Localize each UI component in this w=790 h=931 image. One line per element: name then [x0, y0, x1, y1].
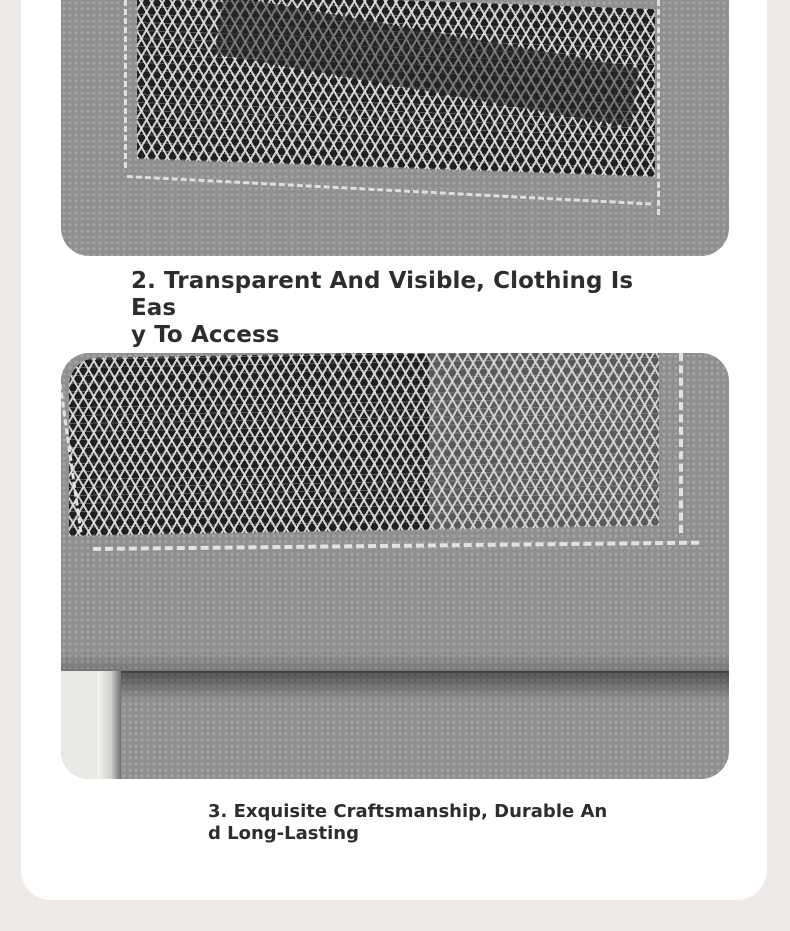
fabric-fold-shadow [61, 671, 729, 701]
stitch-line [93, 541, 699, 551]
feature-caption-transparent: 2. Transparent And Visible, Clothing Is Eas y To Access [131, 268, 661, 349]
mesh-panel [69, 353, 659, 536]
stitch-line [124, 0, 127, 168]
mesh-panel [137, 0, 655, 177]
stitch-line [127, 175, 651, 205]
feature-caption-craftsmanship: 3. Exquisite Craftsmanship, Durable An d Long-Lasting [208, 801, 608, 844]
frame-edge [61, 671, 121, 779]
craftsmanship-photo [61, 353, 729, 779]
stitch-line [657, 0, 660, 215]
stitch-line [679, 353, 683, 533]
fabric-fold-highlight [61, 653, 729, 673]
mesh-pocket-photo [61, 0, 729, 256]
